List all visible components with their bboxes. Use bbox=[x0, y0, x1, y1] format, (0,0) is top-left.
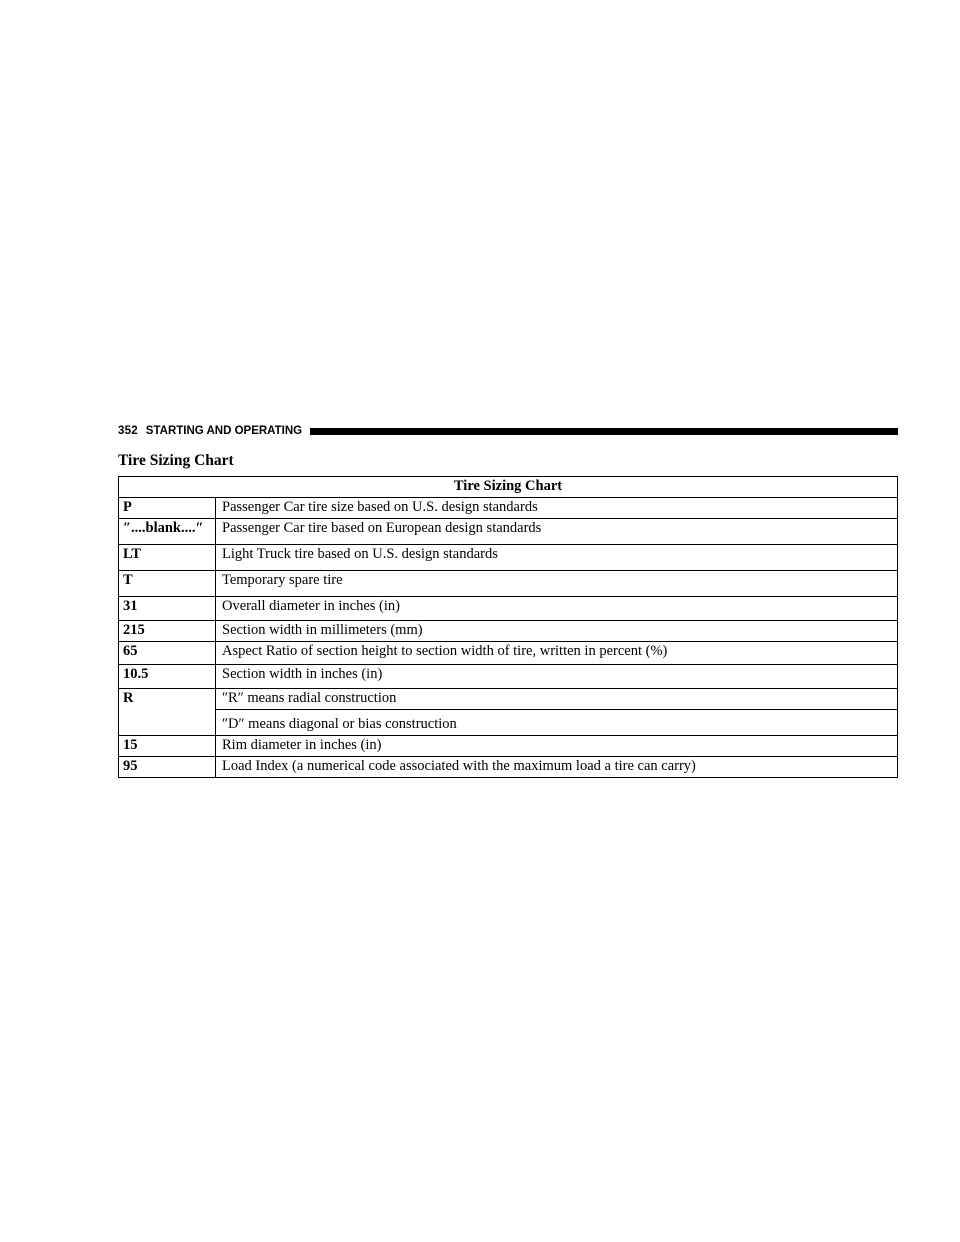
table-row bbox=[119, 571, 898, 597]
description-cell: Section width in millimeters (mm) bbox=[216, 621, 898, 642]
table-row bbox=[119, 498, 898, 519]
code-cell: LT bbox=[119, 545, 216, 571]
code-cell: 31 bbox=[119, 597, 216, 621]
code-cell: T bbox=[119, 571, 216, 597]
table-row bbox=[119, 621, 898, 642]
code-cell: ″....blank....″ bbox=[119, 519, 216, 545]
table-row bbox=[119, 689, 898, 736]
code-cell: 10.5 bbox=[119, 665, 216, 689]
code-cell: P bbox=[119, 498, 216, 519]
code-cell: 215 bbox=[119, 621, 216, 642]
description-cell: Passenger Car tire size based on U.S. design standards bbox=[216, 498, 898, 519]
table-row bbox=[119, 642, 898, 665]
header-rule bbox=[310, 428, 898, 435]
description-line: ″D″ means diagonal or bias construction bbox=[216, 709, 897, 735]
table-title: Tire Sizing Chart bbox=[119, 477, 898, 498]
code-cell: R bbox=[119, 689, 216, 736]
description-cell: Section width in inches (in) bbox=[216, 665, 898, 689]
table-row bbox=[119, 597, 898, 621]
description-line: ″R″ means radial construction bbox=[222, 690, 397, 706]
description-cell: Passenger Car tire based on European design standards bbox=[216, 519, 898, 545]
document-heading: Tire Sizing Chart bbox=[118, 452, 234, 469]
table-row bbox=[119, 545, 898, 571]
description-cell: Rim diameter in inches (in) bbox=[216, 736, 898, 757]
section-title: STARTING AND OPERATING bbox=[145, 425, 303, 437]
description-cell: Load Index (a numerical code associated with the maximum load a tire can carry) bbox=[216, 757, 898, 778]
table-row bbox=[119, 757, 898, 778]
page-number: 352 bbox=[118, 425, 138, 437]
description-cell: Light Truck tire based on U.S. design standards bbox=[216, 545, 898, 571]
description-cell bbox=[216, 689, 898, 736]
description-cell: Overall diameter in inches (in) bbox=[216, 597, 898, 621]
table-title-row bbox=[119, 477, 898, 498]
table-row bbox=[119, 519, 898, 545]
tire-sizing-table bbox=[118, 476, 898, 778]
table-row bbox=[119, 736, 898, 757]
table-row bbox=[119, 665, 898, 689]
page-header bbox=[118, 422, 898, 440]
code-cell: 15 bbox=[119, 736, 216, 757]
description-cell: Aspect Ratio of section height to section width of tire, written in percent (%) bbox=[216, 642, 898, 665]
description-cell: Temporary spare tire bbox=[216, 571, 898, 597]
code-cell: 95 bbox=[119, 757, 216, 778]
code-cell: 65 bbox=[119, 642, 216, 665]
